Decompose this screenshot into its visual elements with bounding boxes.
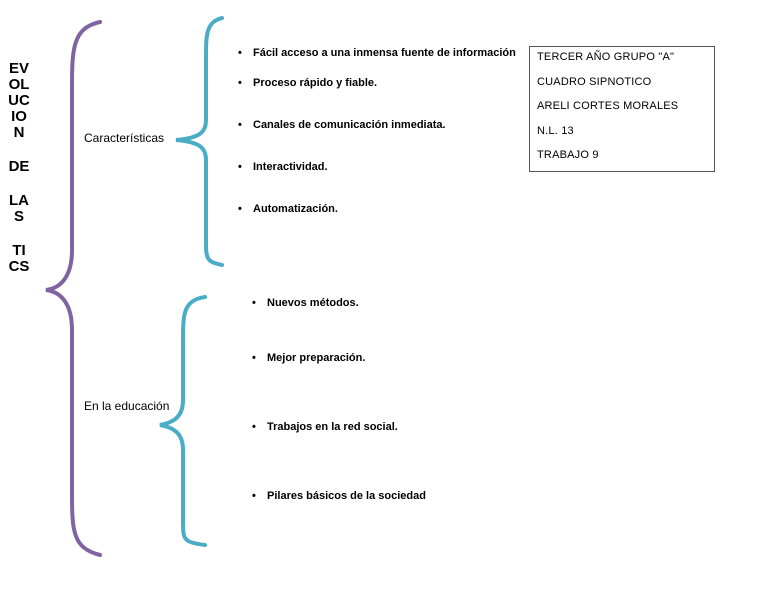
list-item: • Interactividad. — [238, 161, 328, 173]
educacion-brace — [160, 297, 205, 545]
title-gap — [4, 141, 34, 159]
title-line: DE — [8, 158, 30, 175]
main-title — [4, 61, 34, 275]
info-line-number: N.L. 13 — [537, 125, 574, 137]
title-line: CS — [8, 258, 30, 275]
title-gap — [4, 225, 34, 243]
list-item: • Fácil acceso a una inmensa fuente de información — [238, 47, 516, 59]
title-line: EV — [8, 60, 29, 77]
info-line-type: CUADRO SIPNOTICO — [537, 76, 652, 88]
info-box — [529, 46, 715, 172]
title-line: S — [13, 208, 24, 225]
title-line: TI — [12, 242, 26, 259]
list-item: • Trabajos en la red social. — [252, 421, 398, 433]
caracteristicas-brace — [176, 18, 222, 265]
main-brace — [46, 22, 100, 555]
branch-label-caracteristicas: Características — [84, 131, 165, 145]
title-line: UC — [8, 92, 30, 109]
title-gap — [4, 175, 34, 193]
title-line: N — [13, 124, 25, 141]
title-line: OL — [8, 76, 30, 93]
list-item: • Pilares básicos de la sociedad — [252, 490, 426, 502]
list-item: • Mejor preparación. — [252, 352, 365, 364]
title-line: LA — [9, 192, 29, 209]
info-line-assignment: TRABAJO 9 — [537, 149, 599, 161]
title-line: IO — [11, 108, 27, 125]
branch-label-educacion: En la educación — [84, 399, 170, 413]
list-item: • Automatización. — [238, 203, 338, 215]
list-item: • Proceso rápido y fiable. — [238, 77, 377, 89]
info-line-author: ARELI CORTES MORALES — [537, 100, 679, 112]
list-item: • Canales de comunicación inmediata. — [238, 119, 446, 131]
list-item: • Nuevos métodos. — [252, 297, 359, 309]
info-line-grade: TERCER AÑO GRUPO "A" — [537, 51, 675, 63]
